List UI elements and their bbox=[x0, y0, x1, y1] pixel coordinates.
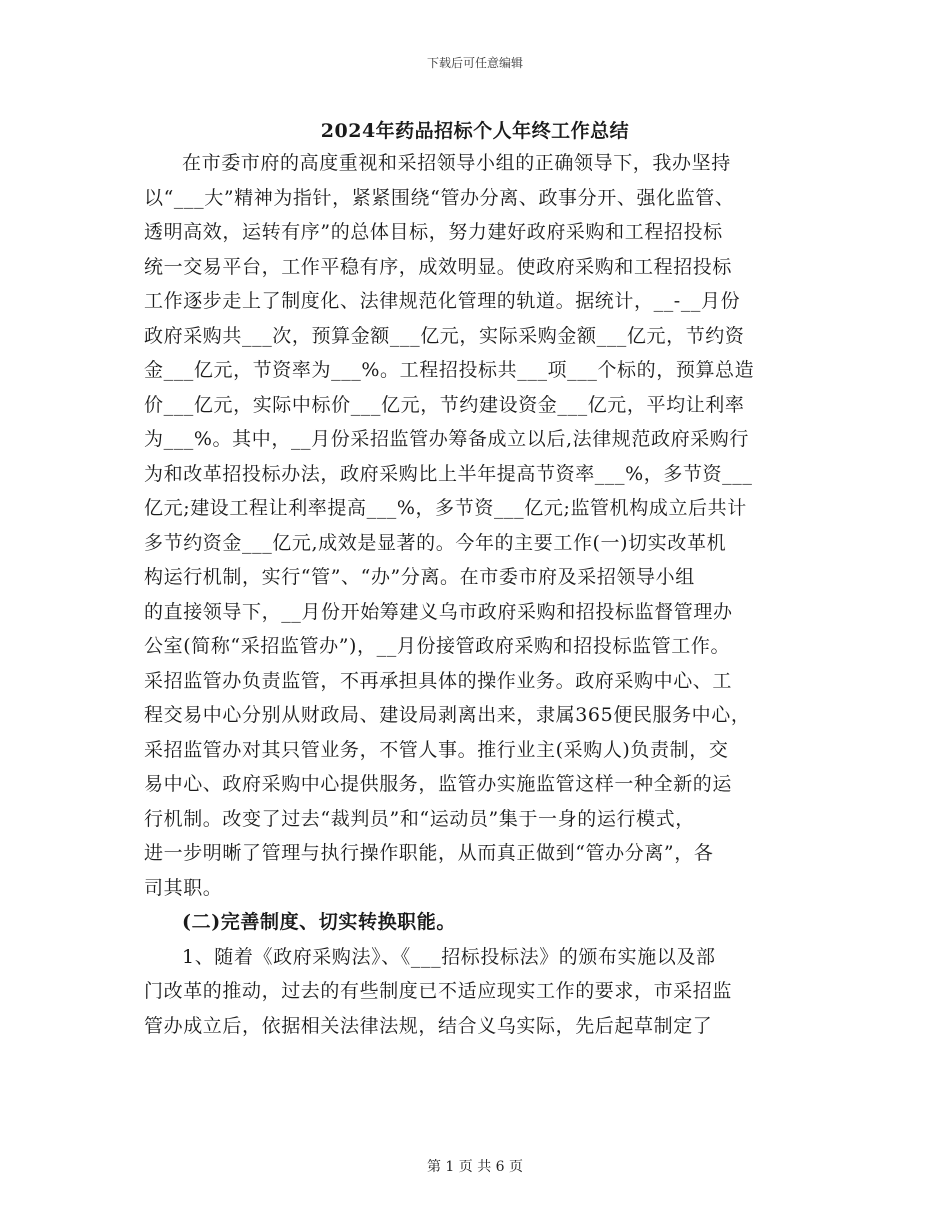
body-line: 行机制。改变了过去“裁判员”和“运动员”集于一身的运行模式， bbox=[144, 807, 695, 830]
body-line: 亿元;建设工程让利率提高___%，多节资___亿元;监管机构成立后共计 bbox=[144, 497, 747, 519]
body-line: 采招监管办对其只管业务，不管人事。推行业主(采购人)负责制，交 bbox=[144, 738, 729, 761]
body-line: 采招监管办负责监管，不再承担具体的操作业务。政府采购中心、工 bbox=[144, 669, 733, 692]
body-line: 为___%。其中，__月份采招监管办筹备成立以后,法律规范政府采购行 bbox=[144, 428, 749, 450]
body-line: 透明高效，运转有序”的总体目标，努力建好政府采购和工程招投标 bbox=[144, 221, 723, 243]
body-line: 易中心、政府采购中心提供服务，监管办实施监管这样一种全新的运 bbox=[144, 773, 733, 795]
document-title: 2024年药品招标个人年终工作总结 bbox=[320, 120, 630, 142]
body-line: 构运行机制，实行“管”、“办”分离。在市委市府及采招领导小组 bbox=[144, 566, 695, 588]
body-line: 程交易中心分别从财政局、建设局剥离出来，隶属365便民服务中心， bbox=[144, 704, 751, 726]
body-line: 进一步明晰了管理与执行操作职能，从而真正做到“管办分离”，各 bbox=[144, 842, 714, 864]
body-line: 价___亿元，实际中标价___亿元，节约建设资金___亿元，平均让利率 bbox=[144, 393, 745, 416]
body-line: 管办成立后，依据相关法律法规，结合义乌实际，先后起草制定了 bbox=[144, 1014, 713, 1037]
body-line: 在市委市府的高度重视和采招领导小组的正确领导下，我办坚持 bbox=[182, 152, 731, 174]
page-footer: 第 1 页 共 6 页 bbox=[426, 1159, 524, 1175]
body-line: 金___亿元，节资率为___%。工程招投标共___项___个标的，预算总造 bbox=[144, 359, 755, 381]
body-line: 工作逐步走上了制度化、法律规范化管理的轨道。据统计，__-__月份 bbox=[144, 290, 741, 312]
body-line: 多节约资金___亿元,成效是显著的。今年的主要工作(一)切实改革机 bbox=[144, 531, 727, 554]
body-line: 门改革的推动，过去的有些制度已不适应现实工作的要求，市采招监 bbox=[144, 980, 733, 1002]
document-body bbox=[144, 146, 824, 1043]
body-line: 统一交易平台，工作平稳有序，成效明显。使政府采购和工程招投标 bbox=[144, 255, 733, 278]
body-line: 的直接领导下，__月份开始筹建义乌市政府采购和招投标监督管理办 bbox=[144, 600, 733, 623]
body-line: 以“___大”精神为指针，紧紧围绕“管办分离、政事分开、强化监管、 bbox=[144, 186, 735, 209]
body-line: 公室(简称“采招监管办”)，__月份接管政府采购和招投标监管工作。 bbox=[144, 635, 731, 657]
body-line: 1、随着《政府采购法》、《___招标投标法》的颁布实施以及部 bbox=[182, 945, 716, 968]
section-heading: (二)完善制度、切实转换职能。 bbox=[182, 911, 456, 933]
page-header-note: 下载后可任意编辑 bbox=[426, 56, 523, 70]
body-line: 为和改革招投标办法，政府采购比上半年提高节资率___%，多节资___ bbox=[144, 462, 753, 485]
body-line: 政府采购共___次，预算金额___亿元，实际采购金额___亿元，节约资 bbox=[144, 324, 745, 347]
body-line: 司其职。 bbox=[144, 876, 223, 899]
